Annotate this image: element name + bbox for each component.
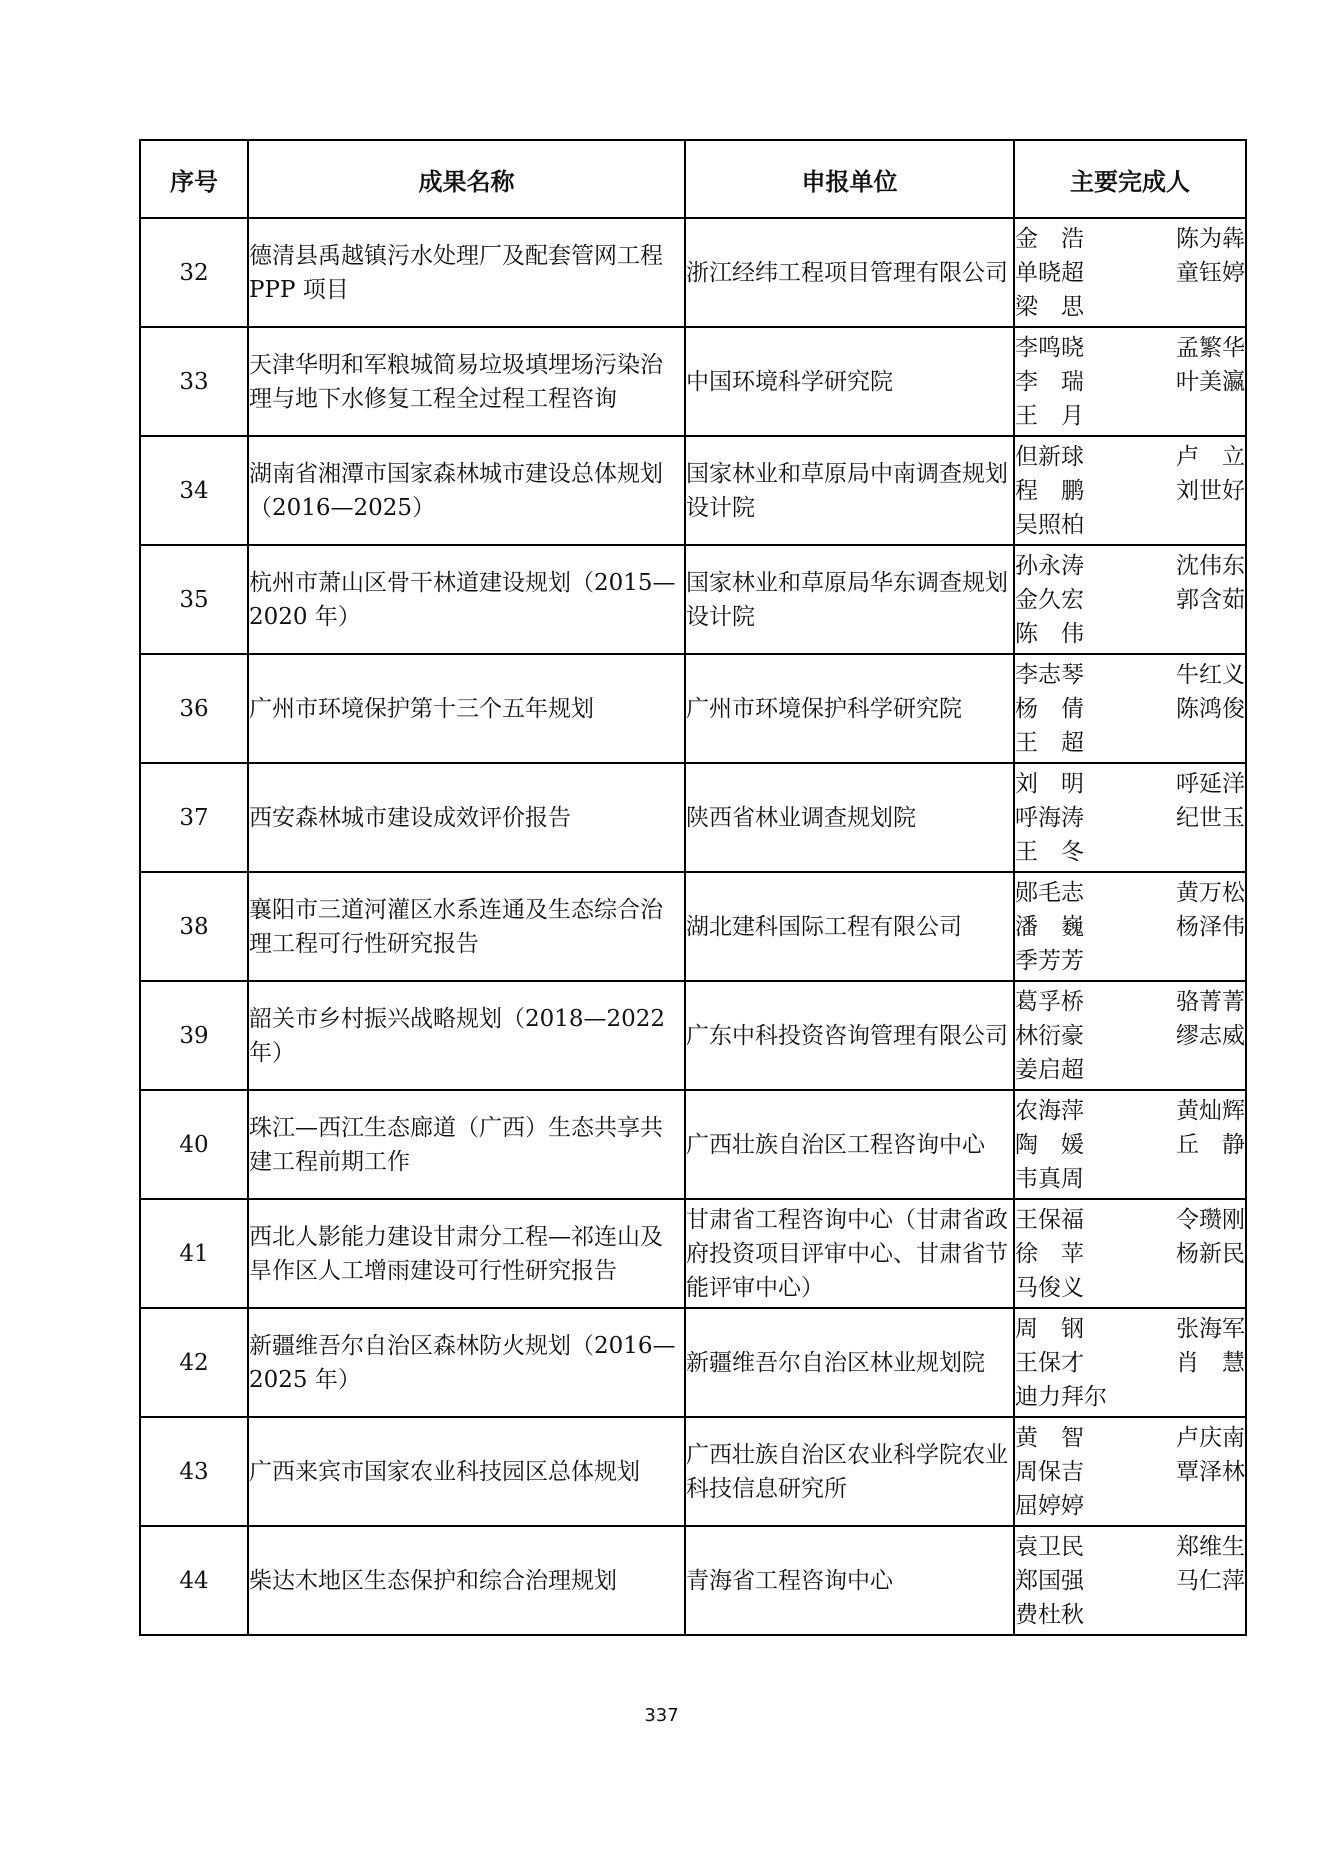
contributor-name: 陶 媛 [1015,1131,1084,1158]
contributor-name: 王 超 [1015,729,1084,756]
contributor-name: 呼延洋 [1176,770,1245,797]
table-row [140,981,1246,1090]
contributor-list [1015,876,1245,978]
contributor-name: 黄 智 [1015,1424,1084,1451]
contributor-name: 袁卫民 [1015,1533,1084,1560]
contributor-name: 杨 倩 [1015,695,1084,722]
row-number: 37 [140,763,248,872]
row-number: 43 [140,1417,248,1526]
reporting-unit: 甘肃省工程咨询中心（甘肃省政府投资项目评审中心、甘肃省节能评审中心） [685,1199,1014,1308]
contributor-list [1015,1421,1245,1523]
table-row [140,763,1246,872]
contributor-name: 程 鹏 [1015,477,1084,504]
table-row [140,1090,1246,1199]
contributor-name: 卢 立 [1176,443,1245,470]
main-contributors [1014,436,1246,545]
main-contributors [1014,1090,1246,1199]
achievement-name: 天津华明和军粮城简易垃圾填埋场污染治理与地下水修复工程全过程工程咨询 [248,327,685,436]
reporting-unit: 广东中科投资咨询管理有限公司 [685,981,1014,1090]
contributor-name: 周保吉 [1015,1458,1084,1485]
main-contributors [1014,1199,1246,1308]
table-row [140,545,1246,654]
achievement-name: 广州市环境保护第十三个五年规划 [248,654,685,763]
row-number: 34 [140,436,248,545]
achievement-name: 西北人影能力建设甘肃分工程—祁连山及旱作区人工增雨建设可行性研究报告 [248,1199,685,1308]
table-row [140,654,1246,763]
contributor-name: 葛孚桥 [1015,988,1084,1015]
contributor-name: 金久宏 [1015,586,1084,613]
main-contributors [1014,1417,1246,1526]
header-people: 主要完成人 [1014,140,1246,218]
contributor-name: 张海军 [1176,1315,1245,1342]
contributor-list [1015,549,1245,651]
row-number: 35 [140,545,248,654]
contributor-name: 梁 思 [1015,293,1084,320]
contributor-name: 迪力拜尔 [1015,1383,1107,1410]
row-number: 41 [140,1199,248,1308]
reporting-unit: 广西壮族自治区工程咨询中心 [685,1090,1014,1199]
contributor-list [1015,1312,1245,1414]
reporting-unit: 青海省工程咨询中心 [685,1526,1014,1635]
contributor-name: 王保福 [1015,1206,1084,1233]
contributor-name: 骆菁菁 [1176,988,1245,1015]
header-row [140,140,1246,218]
achievement-name: 西安森林城市建设成效评价报告 [248,763,685,872]
row-number: 42 [140,1308,248,1417]
main-contributors [1014,763,1246,872]
main-contributors [1014,654,1246,763]
row-number: 40 [140,1090,248,1199]
contributor-name: 牛红义 [1176,661,1245,688]
contributor-name: 李志琴 [1015,661,1084,688]
reporting-unit: 广州市环境保护科学研究院 [685,654,1014,763]
main-contributors [1014,872,1246,981]
reporting-unit: 广西壮族自治区农业科学院农业科技信息研究所 [685,1417,1014,1526]
contributor-name: 周 钢 [1015,1315,1084,1342]
achievement-name: 德清县禹越镇污水处理厂及配套管网工程 PPP 项目 [248,218,685,327]
achievement-name: 湖南省湘潭市国家森林城市建设总体规划（2016—2025） [248,436,685,545]
contributor-name: 潘 巍 [1015,913,1084,940]
contributor-name: 孙永涛 [1015,552,1084,579]
achievement-name: 新疆维吾尔自治区森林防火规划（2016—2025 年） [248,1308,685,1417]
achievement-name: 襄阳市三道河灌区水系连通及生态综合治理工程可行性研究报告 [248,872,685,981]
main-contributors [1014,218,1246,327]
contributor-name: 叶美瀛 [1176,368,1245,395]
contributor-name: 肖 慧 [1176,1349,1245,1376]
achievement-name: 韶关市乡村振兴战略规划（2018—2022 年） [248,981,685,1090]
contributor-name: 屈婷婷 [1015,1492,1084,1519]
contributor-name: 韦真周 [1015,1165,1084,1192]
header-name: 成果名称 [248,140,685,218]
main-contributors [1014,981,1246,1090]
main-contributors [1014,327,1246,436]
reporting-unit: 国家林业和草原局华东调查规划设计院 [685,545,1014,654]
main-contributors [1014,1526,1246,1635]
contributor-name: 王 冬 [1015,838,1084,865]
contributor-name: 马俊义 [1015,1274,1084,1301]
table-row [140,1417,1246,1526]
contributor-name: 沈伟东 [1176,552,1245,579]
contributor-list [1015,1203,1245,1305]
contributor-name: 王 月 [1015,402,1084,429]
achievement-name: 广西来宾市国家农业科技园区总体规划 [248,1417,685,1526]
contributor-name: 马仁萍 [1176,1567,1245,1594]
contributor-name: 郭含茹 [1176,586,1245,613]
contributor-name: 缪志威 [1176,1022,1245,1049]
row-number: 33 [140,327,248,436]
table-row [140,436,1246,545]
achievement-name: 柴达木地区生态保护和综合治理规划 [248,1526,685,1635]
contributor-name: 季芳芳 [1015,947,1084,974]
contributor-name: 李 瑞 [1015,368,1084,395]
reporting-unit: 陕西省林业调查规划院 [685,763,1014,872]
header-no: 序号 [140,140,248,218]
row-number: 36 [140,654,248,763]
reporting-unit: 新疆维吾尔自治区林业规划院 [685,1308,1014,1417]
contributor-name: 费杜秋 [1015,1601,1084,1628]
contributor-name: 孟繁华 [1176,334,1245,361]
contributor-list [1015,440,1245,542]
contributor-list [1015,222,1245,324]
achievement-name: 珠江—西江生态廊道（广西）生态共享共建工程前期工作 [248,1090,685,1199]
row-number: 44 [140,1526,248,1635]
contributor-name: 单晓超 [1015,259,1084,286]
reporting-unit: 浙江经纬工程项目管理有限公司 [685,218,1014,327]
contributor-name: 陈 伟 [1015,620,1084,647]
contributor-name: 李鸣晓 [1015,334,1084,361]
row-number: 38 [140,872,248,981]
page-number: 337 [644,1705,679,1726]
contributor-name: 丘 静 [1176,1131,1245,1158]
main-contributors [1014,1308,1246,1417]
main-contributors [1014,545,1246,654]
contributor-list [1015,658,1245,760]
contributor-name: 王保才 [1015,1349,1084,1376]
contributor-name: 农海萍 [1015,1097,1084,1124]
contributor-name: 郧毛志 [1015,879,1084,906]
contributor-name: 纪世玉 [1176,804,1245,831]
header-org: 申报单位 [685,140,1014,218]
contributor-name: 但新球 [1015,443,1084,470]
achievement-name: 杭州市萧山区骨干林道建设规划（2015—2020 年） [248,545,685,654]
contributor-name: 卢庆南 [1176,1424,1245,1451]
table-row [140,327,1246,436]
contributor-name: 吴照柏 [1015,511,1084,538]
contributor-name: 黄灿辉 [1176,1097,1245,1124]
contributor-list [1015,985,1245,1087]
contributor-list [1015,1094,1245,1196]
contributor-name: 覃泽林 [1176,1458,1245,1485]
table-row [140,1199,1246,1308]
contributor-name: 郑国强 [1015,1567,1084,1594]
table-body [140,218,1246,1635]
contributor-name: 童钰婷 [1176,259,1245,286]
contributor-name: 陈为犇 [1176,225,1245,252]
contributor-name: 呼海涛 [1015,804,1084,831]
reporting-unit: 湖北建科国际工程有限公司 [685,872,1014,981]
contributor-name: 徐 苹 [1015,1240,1084,1267]
contributor-list [1015,331,1245,433]
contributor-name: 陈鸿俊 [1176,695,1245,722]
contributor-name: 令瓒刚 [1176,1206,1245,1233]
contributor-name: 林衍豪 [1015,1022,1084,1049]
contributor-name: 姜启超 [1015,1056,1084,1083]
table-row [140,218,1246,327]
contributor-list [1015,767,1245,869]
row-number: 39 [140,981,248,1090]
table-row [140,1308,1246,1417]
contributor-name: 杨新民 [1176,1240,1245,1267]
contributor-name: 黄万松 [1176,879,1245,906]
contributor-name: 刘世好 [1176,477,1245,504]
reporting-unit: 国家林业和草原局中南调查规划设计院 [685,436,1014,545]
contributor-name: 金 浩 [1015,225,1084,252]
contributor-list [1015,1530,1245,1632]
contributor-name: 刘 明 [1015,770,1084,797]
table-row [140,872,1246,981]
reporting-unit: 中国环境科学研究院 [685,327,1014,436]
results-table [139,139,1247,1636]
row-number: 32 [140,218,248,327]
contributor-name: 郑维生 [1176,1533,1245,1560]
contributor-name: 杨泽伟 [1176,913,1245,940]
table-row [140,1526,1246,1635]
